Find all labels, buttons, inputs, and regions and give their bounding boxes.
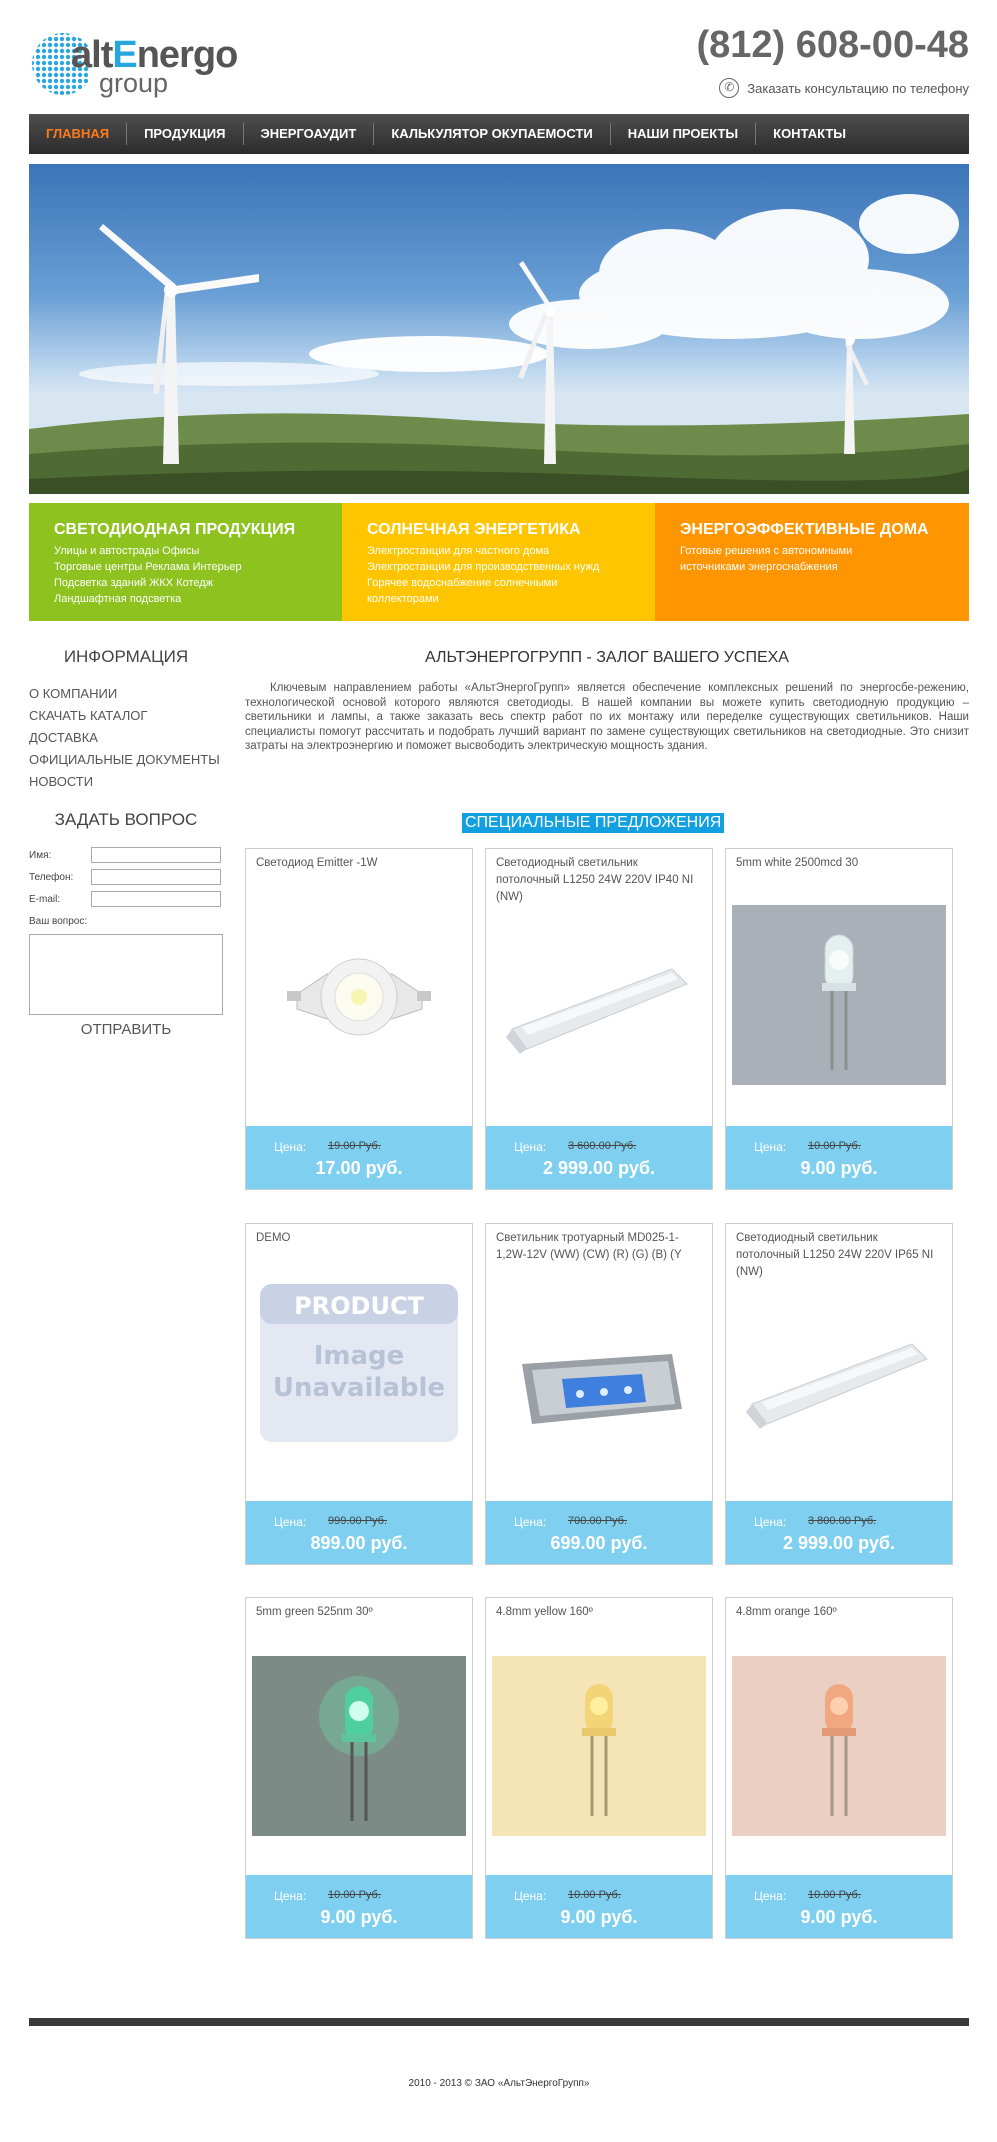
feature-line: Горячее водоснабжение солнечными [367, 577, 558, 589]
old-price: 700.00 Руб. [568, 1515, 628, 1527]
logo-subtitle: group [99, 68, 169, 98]
product-card[interactable] [485, 1597, 713, 1939]
product-price-block [246, 1875, 472, 1938]
new-price: 2 999.00 руб. [543, 1158, 655, 1178]
question-label: Ваш вопрос: [29, 916, 88, 927]
svg-text:Image: Image [313, 1341, 405, 1371]
feature-line: коллекторами [367, 593, 439, 605]
product-price-block [726, 1501, 952, 1564]
old-price: 10.00 Руб. [568, 1889, 621, 1901]
new-price: 9.00 руб. [560, 1907, 638, 1927]
product-price-block [486, 1875, 712, 1938]
product-card[interactable] [725, 1597, 953, 1939]
wind-turbines-image [29, 164, 969, 494]
feature-title: СОЛНЕЧНАЯ ЭНЕРГЕТИКА [367, 521, 581, 538]
name-label: Имя: [29, 849, 52, 861]
ask-question-form [29, 810, 223, 1038]
product-image[interactable] [492, 1284, 706, 1469]
product-name[interactable]: Светодиод Emitter -1W [256, 857, 378, 869]
product-card[interactable] [245, 1597, 473, 1939]
nav-contacts[interactable]: КОНТАКТЫ [773, 126, 847, 141]
price-label: Цена: [274, 1515, 307, 1529]
product-image[interactable] [492, 1656, 706, 1841]
product-image[interactable] [732, 1284, 946, 1469]
product-price-block [726, 1126, 952, 1189]
phone-label: Телефон: [29, 871, 74, 883]
new-price: 17.00 руб. [315, 1158, 403, 1178]
price-label: Цена: [754, 1515, 787, 1529]
new-price: 899.00 руб. [310, 1533, 408, 1553]
old-price: 3 600.00 Руб. [568, 1140, 637, 1152]
product-image[interactable] [732, 1656, 946, 1841]
product-price-block [486, 1126, 712, 1189]
product-image[interactable] [492, 909, 706, 1094]
phone-input[interactable] [91, 869, 221, 885]
consult-link[interactable] [719, 78, 969, 98]
product-name[interactable]: 4.8mm yellow 160º [496, 1606, 593, 1618]
info-sidebar [29, 647, 223, 793]
main-content [245, 647, 969, 831]
info-link-news[interactable]: НОВОСТИ [29, 774, 94, 789]
product-price-block [246, 1126, 472, 1189]
special-offers-heading: СПЕЦИАЛЬНЫЕ ПРЕДЛОЖЕНИЯ [462, 813, 724, 833]
feature-line: Электростанции для частного дома [367, 545, 550, 557]
new-price: 2 999.00 руб. [783, 1533, 895, 1553]
nav-products[interactable]: ПРОДУКЦИЯ [144, 126, 226, 141]
svg-text:PRODUCT: PRODUCT [294, 1292, 424, 1320]
question-textarea[interactable] [29, 934, 223, 1015]
product-name[interactable]: Светильник тротуарный MD025-1-1,2W-12V (WW) (CW) (R) (G) (B) (Y [496, 1232, 682, 1261]
product-image[interactable] [252, 1272, 466, 1457]
feature-line: Ландшафтная подсветка [54, 593, 182, 605]
feature-solar[interactable] [342, 503, 655, 621]
nav-energy-audit[interactable]: ЭНЕРГОАУДИТ [260, 126, 357, 141]
price-label: Цена: [754, 1140, 787, 1154]
product-name[interactable]: DEMO [256, 1232, 291, 1244]
price-label: Цена: [514, 1889, 547, 1903]
page-title: АЛЬТЭНЕРГОГРУПП - ЗАЛОГ ВАШЕГО УСПЕХА [425, 649, 789, 666]
new-price: 9.00 руб. [800, 1907, 878, 1927]
product-card[interactable] [725, 848, 953, 1190]
old-price: 3 800.00 Руб. [808, 1515, 877, 1527]
feature-line: Улицы и автострады Офисы [54, 545, 200, 557]
feature-title: СВЕТОДИОДНАЯ ПРОДУКЦИЯ [54, 521, 296, 538]
product-image[interactable] [252, 909, 466, 1094]
price-label: Цена: [514, 1140, 547, 1154]
send-button[interactable]: ОТПРАВИТЬ [80, 1021, 172, 1038]
feature-title: ЭНЕРГОЭФФЕКТИВНЫЕ ДОМА [680, 521, 929, 538]
product-price-block [726, 1875, 952, 1938]
feature-line: Торговые центры Реклама Интерьер [54, 561, 242, 573]
nav-home[interactable]: ГЛАВНАЯ [46, 126, 110, 141]
feature-blocks [29, 503, 969, 621]
product-price-block [486, 1501, 712, 1564]
copyright: 2010 - 2013 © ЗАО «АльтЭнергоГрупп» [408, 2078, 590, 2089]
nav-projects[interactable]: НАШИ ПРОЕКТЫ [627, 126, 739, 141]
consult-label: Заказать консультацию по телефону [747, 80, 969, 96]
product-image[interactable] [252, 1656, 466, 1841]
product-price-block [246, 1501, 472, 1564]
hero-banner [29, 164, 969, 494]
old-price: 10.00 Руб. [808, 1889, 861, 1901]
logo-wordmark: altEnergo [71, 34, 238, 76]
product-card[interactable] [725, 1223, 953, 1565]
product-name[interactable]: 4.8mm orange 160º [736, 1606, 837, 1618]
info-link-about[interactable]: О КОМПАНИИ [29, 686, 118, 701]
info-link-delivery[interactable]: ДОСТАВКА [29, 730, 98, 745]
phone-icon: ✆ [719, 78, 739, 98]
new-price: 699.00 руб. [550, 1533, 648, 1553]
info-link-documents[interactable]: ОФИЦИАЛЬНЫЕ ДОКУМЕНТЫ [29, 752, 220, 767]
feature-led[interactable] [29, 503, 342, 621]
product-card[interactable] [485, 1223, 713, 1565]
price-label: Цена: [514, 1515, 547, 1529]
old-price: 10.00 Руб. [328, 1889, 381, 1901]
price-label: Цена: [274, 1889, 307, 1903]
feature-homes[interactable] [655, 503, 969, 621]
main-nav [29, 114, 969, 154]
footer-divider [29, 2018, 969, 2026]
product-name[interactable]: 5mm white 2500mcd 30 [736, 857, 859, 869]
feature-line: Электростанции для производственных нужд [367, 561, 600, 573]
feature-line: Готовые решения с автономными [680, 545, 853, 557]
price-label: Цена: [274, 1140, 307, 1154]
old-price: 999.00 Руб. [328, 1515, 388, 1527]
old-price: 10.00 Руб. [808, 1140, 861, 1152]
product-image[interactable] [732, 905, 946, 1090]
product-name[interactable]: Светодиодный светильник потолочный L1250 24W 220V IP40 NI (NW) [496, 857, 694, 903]
new-price: 9.00 руб. [320, 1907, 398, 1927]
ask-title: ЗАДАТЬ ВОПРОС [54, 810, 198, 829]
new-price: 9.00 руб. [800, 1158, 878, 1178]
product-card[interactable] [245, 848, 473, 1190]
product-name[interactable]: 5mm green 525nm 30º [256, 1606, 373, 1618]
price-label: Цена: [754, 1889, 787, 1903]
svg-text:Unavailable: Unavailable [272, 1373, 446, 1403]
feature-line: Подсветка зданий ЖКХ Котедж [54, 577, 214, 589]
product-card[interactable] [245, 1223, 473, 1565]
product-card[interactable] [485, 848, 713, 1190]
feature-line: источниками энергоснабжения [680, 561, 838, 573]
product-name[interactable]: Светодиодный светильник потолочный L1250 24W 220V IP65 NI (NW) [736, 1232, 934, 1278]
email-label: E-mail: [29, 893, 61, 905]
info-title: ИНФОРМАЦИЯ [63, 647, 189, 666]
email-input[interactable] [91, 891, 221, 907]
site-logo[interactable] [29, 30, 259, 100]
name-input[interactable] [91, 847, 221, 863]
nav-calculator[interactable]: КАЛЬКУЛЯТОР ОКУПАЕМОСТИ [391, 126, 593, 141]
info-link-catalog[interactable]: СКАЧАТЬ КАТАЛОГ [29, 708, 148, 723]
old-price: 19.00 Руб. [328, 1140, 381, 1152]
phone-number: (812) 608-00-48 [696, 24, 969, 66]
intro-text: Ключевым направлением работы «АльтЭнергоГрупп» является обеспечение комплексных решений по энергосбе-режению, технологической основой которого являются светодиоды. В нашей компании вы можете купить светодиодную продукцию – светильники и лампы, а также заказать весь спектр работ по их монтажу или переделке существующих светильников. Наши специалисты помогут рассчитать и подобрать лучший вариант по замене существующих светильников на светодиодные. Это снизит затраты на электроэнергию и поможет высвободить электрическую мощность здания. [245, 682, 969, 752]
